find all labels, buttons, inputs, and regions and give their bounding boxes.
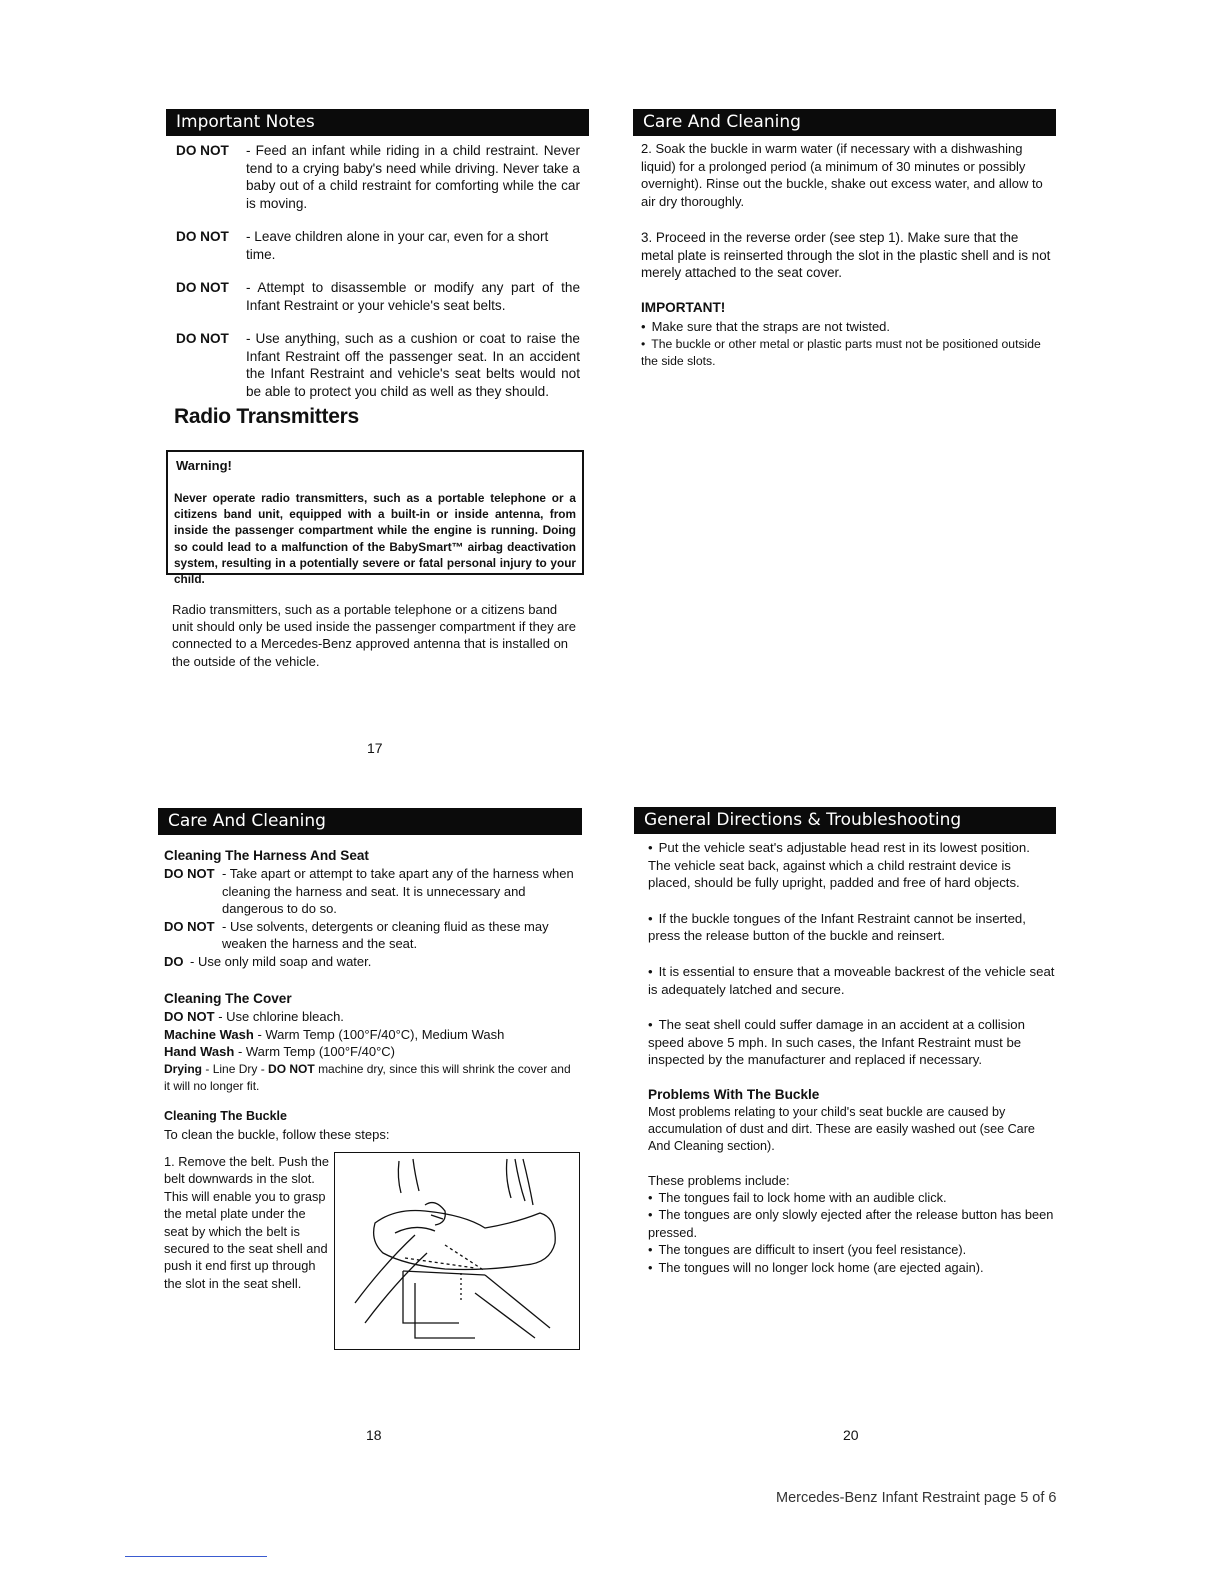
item-label: DO NOT	[268, 1061, 315, 1076]
note-text: - Attempt to disassemble or modify any part of the Infant Restraint or your vehicle's seat belts.	[246, 280, 580, 313]
important-list	[641, 318, 1053, 371]
list-item	[164, 953, 579, 971]
note-label: DO NOT	[176, 229, 229, 244]
document-footer: Mercedes-Benz Infant Restraint page 5 of 6	[776, 1490, 1057, 1506]
cover-line	[164, 1026, 579, 1044]
item-text: machine dry, since this will shrink the cover and it will no longer fit.	[164, 1061, 571, 1093]
problems-heading: Problems With The Buckle	[648, 1087, 820, 1102]
item-text: - Use solvents, detergents or cleaning fluid as these may weaken the harness and the seat.	[222, 918, 549, 951]
list-item: • The tongues fail to lock home with an audible click.	[648, 1189, 1058, 1206]
page-number: 17	[367, 740, 383, 756]
list-item: • Put the vehicle seat's adjustable head rest in its lowest position. The vehicle seat back, against which a child restraint device is placed, should be fully upright, padded and free of hard objects.	[648, 839, 1056, 892]
harness-list	[164, 865, 579, 970]
item-text: - Warm Temp (100°F/40°C)	[237, 1044, 395, 1059]
list-item: • The tongues are difficult to insert (you feel resistance).	[648, 1241, 1058, 1258]
item-text: - Warm Temp (100°F/40°C), Medium Wash	[257, 1026, 505, 1042]
cover-line	[164, 1061, 579, 1096]
item-label: DO	[164, 953, 184, 969]
list-item: • It is essential to ensure that a moveable backrest of the vehicle seat is adequately latched and secure.	[648, 963, 1056, 998]
seat-buckle-drawing	[335, 1153, 578, 1348]
list-item	[164, 865, 579, 918]
radio-transmitters-text: Radio transmitters, such as a portable telephone or a citizens band unit should only be used inside the passenger compartment if they are connected to a Mercedes-Benz approved antenna that is installed on the outside of the vehicle.	[172, 602, 576, 669]
item-label: Hand Wash	[164, 1044, 235, 1059]
buckle-step-1: 1. Remove the belt. Push the belt downwards in the slot. This will enable you to grasp the metal plate under the seat by which the belt is secured to the seat shell and push it end first up through the slot in the seat shell.	[164, 1154, 330, 1291]
general-directions-list	[648, 839, 1056, 1069]
item-label: Machine Wash	[164, 1026, 254, 1042]
list-item	[164, 918, 579, 953]
buckle-heading: Cleaning The Buckle	[164, 1109, 287, 1123]
page-number-3: 20	[843, 1427, 859, 1443]
warning-box	[166, 450, 584, 587]
care-and-cleaning-banner-2: Care And Cleaning	[158, 808, 582, 835]
list-item: • The tongues will no longer lock home (are ejected again).	[648, 1259, 1058, 1276]
note-item	[176, 142, 580, 212]
note-text: - Leave children alone in your car, even for a short time.	[246, 229, 549, 262]
cover-line	[164, 1008, 579, 1026]
item-label: DO NOT	[164, 1009, 215, 1024]
note-label: DO NOT	[176, 280, 229, 295]
list-item: • If the buckle tongues of the Infant Restraint cannot be inserted, press the release button of the buckle and reinsert.	[648, 910, 1056, 945]
care-step-3: 3. Proceed in the reverse order (see step 1). Make sure that the metal plate is reinserted through the slot in the plastic shell and is not merely attached to the seat cover.	[641, 230, 1051, 281]
harness-heading: Cleaning The Harness And Seat	[164, 848, 369, 863]
item-text: - Use chlorine bleach.	[218, 1009, 344, 1024]
note-text: - Feed an infant while riding in a child restraint. Never tend to a crying baby's need while driving. Never take a baby out of a child restraint for comforting while the car is moving.	[246, 143, 580, 211]
important-notes-banner: Important Notes	[166, 109, 589, 136]
general-directions-banner: General Directions & Troubleshooting	[634, 807, 1056, 834]
buckle-intro: To clean the buckle, follow these steps:	[164, 1127, 390, 1142]
care-and-cleaning-banner: Care And Cleaning	[633, 109, 1056, 136]
list-item: • The buckle or other metal or plastic parts must not be positioned outside the side slots.	[641, 336, 1053, 371]
cover-line	[164, 1043, 579, 1061]
list-item: • The seat shell could suffer damage in an accident at a collision speed above 5 mph. In such cases, the Infant Restraint must be inspected by the manufacturer and replaced if necessary.	[648, 1016, 1056, 1069]
problems-text: Most problems relating to your child's seat buckle are caused by accumulation of dust and dirt. These are easily washed out (see Care And Cleaning section).	[648, 1105, 1035, 1154]
note-label: DO NOT	[176, 331, 229, 346]
item-label: DO NOT	[164, 918, 215, 934]
note-item	[176, 279, 580, 314]
footer-divider	[125, 1556, 267, 1557]
list-item: • The tongues are only slowly ejected after the release button has been pressed.	[648, 1206, 1058, 1241]
note-item	[176, 228, 580, 263]
note-item	[176, 330, 580, 400]
item-text: - Use only mild soap and water.	[190, 953, 372, 969]
buckle-illustration	[334, 1152, 580, 1350]
item-label: Drying	[164, 1061, 203, 1076]
page-number-2: 18	[366, 1427, 382, 1443]
list-item: • Make sure that the straps are not twisted.	[641, 318, 1053, 336]
care-step-2: 2. Soak the buckle in warm water (if necessary with a dishwashing liquid) for a prolonged period (a minimum of 30 minutes or possibly overnight). Rinse out the buckle, shake out excess water, and allow to air dry thoroughly.	[641, 141, 1043, 209]
important-notes-list	[176, 142, 580, 400]
item-text: - Take apart or attempt to take apart any of the harness when cleaning the harness and seat. It is unnecessary and dangerous to do so.	[222, 866, 574, 916]
note-text: - Use anything, such as a cushion or coat to raise the Infant Restraint off the passenger seat. In an accident the Infant Restraint and vehicle's seat belts would not be able to protect you child as well as they should.	[246, 331, 580, 399]
warning-text: Never operate radio transmitters, such as a portable telephone or a citizens band unit, equipped with a built-in or inside antenna, from inside the passenger compartment while the engine is running. Doing so could lead to a malfunction of the BabySmart™ airbag deactivation system, resulting in a potentially severe or fatal personal injury to your child.	[174, 491, 576, 587]
note-label: DO NOT	[176, 143, 229, 158]
item-text: - Line Dry -	[205, 1061, 265, 1076]
problems-list	[648, 1189, 1058, 1276]
problems-intro: These problems include:	[648, 1173, 790, 1188]
warning-title: Warning!	[176, 458, 232, 473]
important-heading: IMPORTANT!	[641, 300, 726, 315]
cover-heading: Cleaning The Cover	[164, 991, 292, 1006]
cover-instructions	[164, 1008, 579, 1096]
item-label: DO NOT	[164, 866, 215, 881]
radio-transmitters-heading: Radio Transmitters	[174, 405, 359, 428]
